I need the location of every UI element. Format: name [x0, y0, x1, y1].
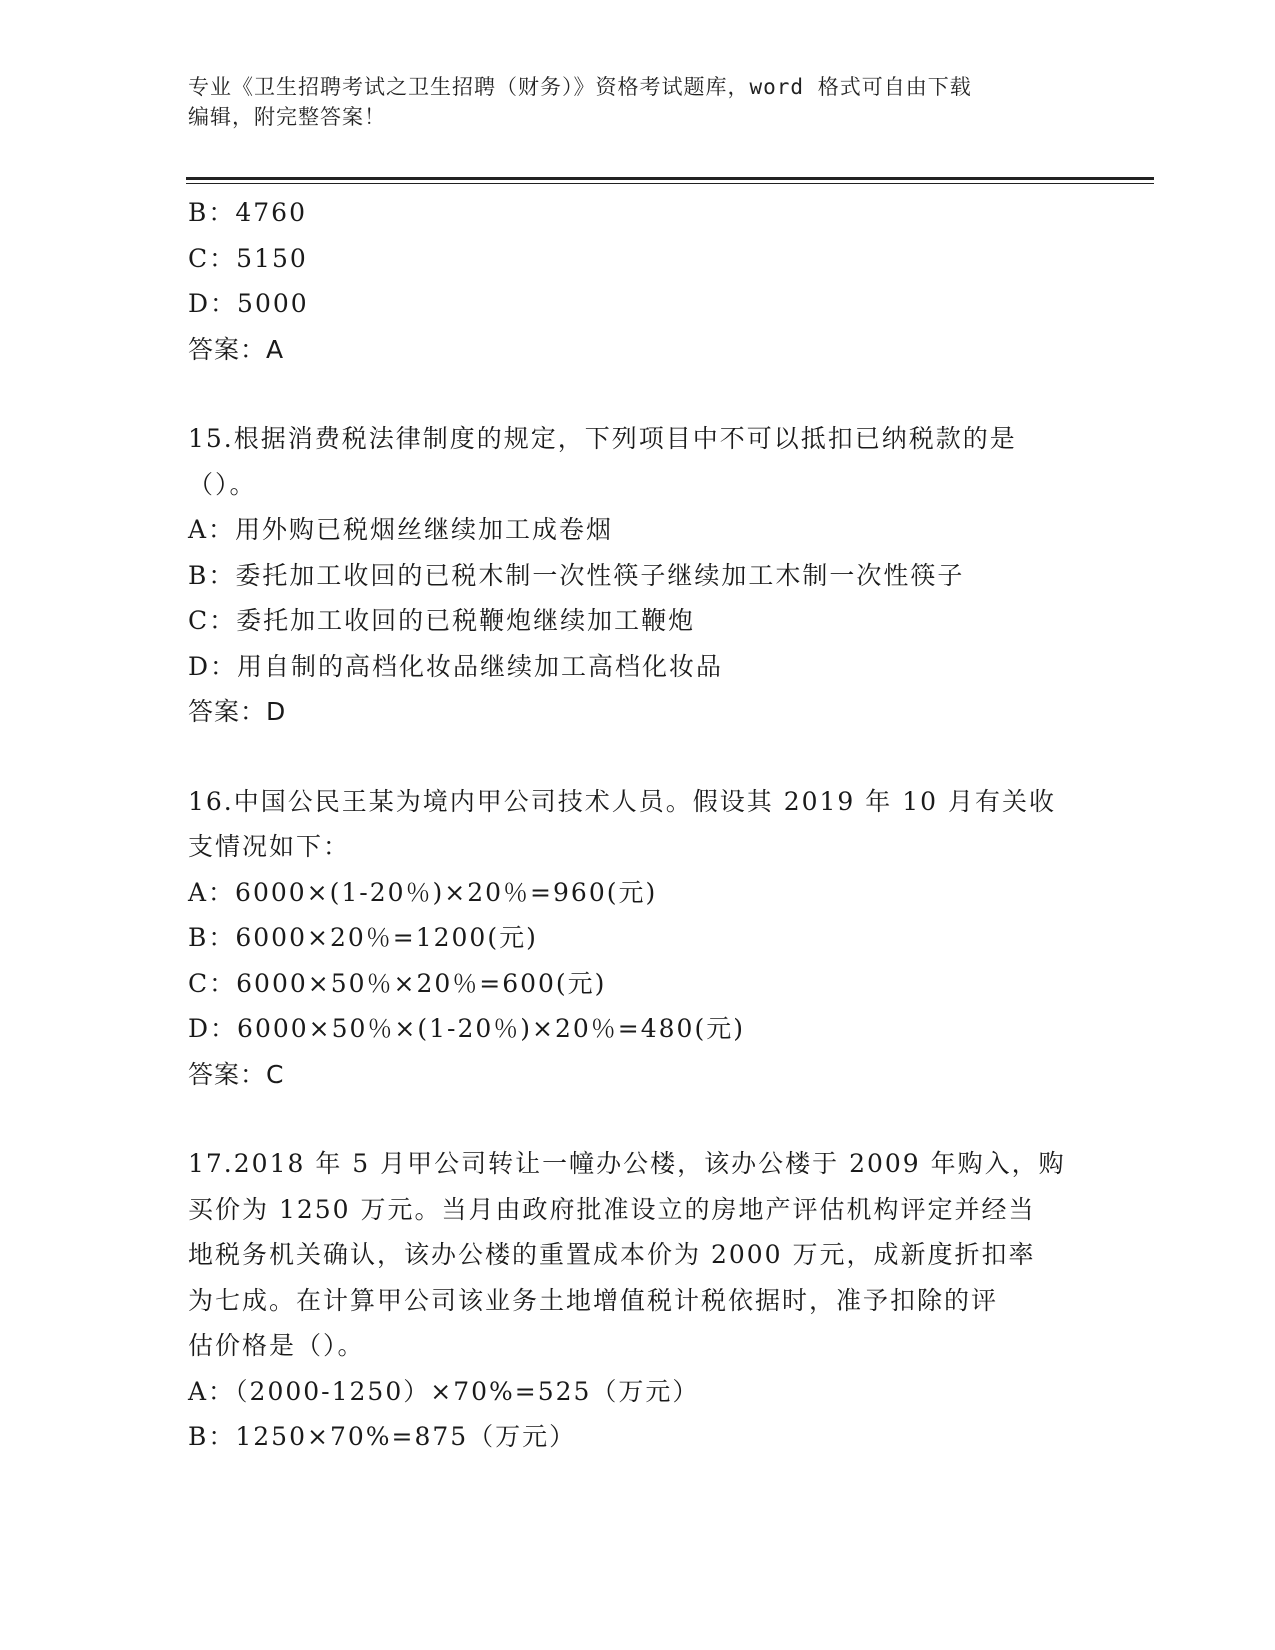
- spacer: [188, 1097, 1088, 1141]
- header-line-2: 编辑，附完整答案！: [188, 105, 386, 129]
- option-b: B：4760: [188, 198, 307, 227]
- answer: 答案：C: [188, 1059, 285, 1089]
- option-c: C：5150: [188, 243, 308, 273]
- option-d: D：6000×50％×(1-20％)×20％=480(元): [188, 1014, 745, 1043]
- question-stem: 15.根据消费税法律制度的规定，下列项目中不可以抵扣已纳税款的是: [188, 424, 1017, 453]
- spacer: [188, 372, 1088, 416]
- page-header: [188, 72, 1068, 132]
- question-16: [188, 779, 1088, 1098]
- option-c: C：6000×50％×20％=600(元): [188, 968, 607, 998]
- question-14: [188, 190, 1088, 372]
- question-15: [188, 416, 1088, 735]
- option-c: C：委托加工收回的已税鞭炮继续加工鞭炮: [188, 606, 696, 635]
- question-17: [188, 1141, 1088, 1460]
- option-a: A：用外购已税烟丝继续加工成卷烟: [188, 515, 614, 544]
- option-b: B：委托加工收回的已税木制一次性筷子继续加工木制一次性筷子: [188, 560, 965, 590]
- question-stem: 为七成。在计算甲公司该业务土地增值税计税依据时，准予扣除的评: [188, 1285, 999, 1315]
- document-body: [188, 190, 1088, 1460]
- option-d: D：5000: [188, 289, 309, 318]
- question-stem: 地税务机关确认，该办公楼的重置成本价为 2000 万元，成新度折扣率: [188, 1240, 1036, 1269]
- question-stem: 17.2018 年 5 月甲公司转让一幢办公楼，该办公楼于 2009 年购入，购: [188, 1149, 1066, 1178]
- option-b: B：1250×70%=875（万元）: [188, 1422, 577, 1451]
- answer: 答案：D: [188, 697, 287, 726]
- option-a: A：（2000-1250）×70%=525（万元）: [188, 1376, 700, 1406]
- answer: 答案：A: [188, 334, 285, 364]
- question-stem: 买价为 1250 万元。当月由政府批准设立的房地产评估机构评定并经当: [188, 1194, 1036, 1224]
- spacer: [188, 735, 1088, 779]
- option-b: B：6000×20％=1200(元): [188, 923, 538, 952]
- option-a: A：6000×(1-20％)×20％=960(元): [188, 877, 658, 907]
- question-stem: 估价格是（）。: [188, 1331, 365, 1360]
- header-divider: [186, 177, 1154, 180]
- header-line-1: 专业《卫生招聘考试之卫生招聘（财务）》资格考试题库，word 格式可自由下载: [188, 75, 972, 99]
- question-stem: （）。: [188, 469, 257, 499]
- header-divider-thin: [186, 183, 1154, 184]
- option-d: D：用自制的高档化妆品继续加工高档化妆品: [188, 651, 724, 681]
- question-stem: 16.中国公民王某为境内甲公司技术人员。假设其 2019 年 10 月有关收: [188, 786, 1056, 816]
- question-stem: 支情况如下：: [188, 832, 351, 861]
